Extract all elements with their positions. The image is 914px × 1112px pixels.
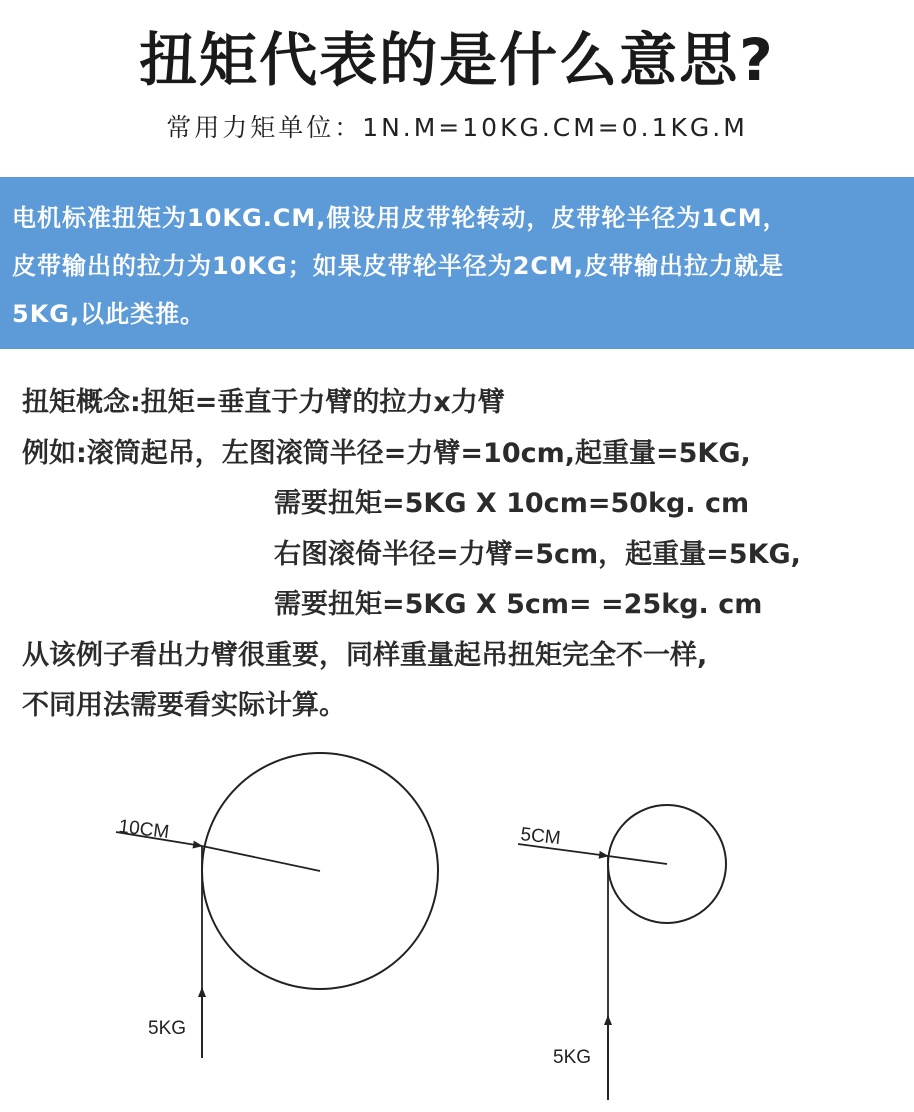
unit-subtitle: 常用力矩单位：1N.M=10KG.CM=0.1KG.M <box>166 113 748 142</box>
right-radius-label: 5CM <box>519 824 562 850</box>
torque-concept: 扭矩概念:扭矩=垂直于力臂的拉力x力臂 <box>22 387 505 418</box>
right-load-label: 5KG <box>553 1047 592 1068</box>
right-drum <box>518 805 726 1100</box>
conclusion-line-2: 不同用法需要看实际计算。 <box>22 690 346 721</box>
banner-line-3: 5KG,以此类推。 <box>12 300 206 328</box>
right-example: 右图滚倚半径=力臂=5cm，起重量=5KG, <box>274 538 801 570</box>
left-load-label: 5KG <box>148 1018 187 1039</box>
left-radius-label: 10CM <box>117 816 171 844</box>
left-radius-line <box>202 846 320 871</box>
right-torque-result: 需要扭矩=5KG X 5cm= =25kg. cm <box>274 589 763 620</box>
banner-line-1: 电机标准扭矩为10KG.CM,假设用皮带轮转动，皮带轮半径为1CM， <box>12 204 788 232</box>
left-torque-result: 需要扭矩=5KG X 10cm=50kg. cm <box>274 488 750 519</box>
torque-explanation <box>22 378 902 732</box>
page-title: 扭矩代表的是什么意思? <box>139 26 775 94</box>
explanation-banner <box>0 177 914 349</box>
example-intro: 例如:滚筒起吊，左图滚筒半径=力臂=10cm,起重量=5KG, <box>22 437 751 469</box>
right-radius-line <box>608 856 667 864</box>
pulley-diagram <box>0 740 914 1112</box>
left-drum <box>116 753 438 1058</box>
banner-line-2: 皮带输出的拉力为10KG；如果皮带轮半径为2CM,皮带输出拉力就是 <box>12 252 785 280</box>
conclusion-line-1: 从该例子看出力臂很重要，同样重量起吊扭矩完全不一样, <box>22 639 708 671</box>
